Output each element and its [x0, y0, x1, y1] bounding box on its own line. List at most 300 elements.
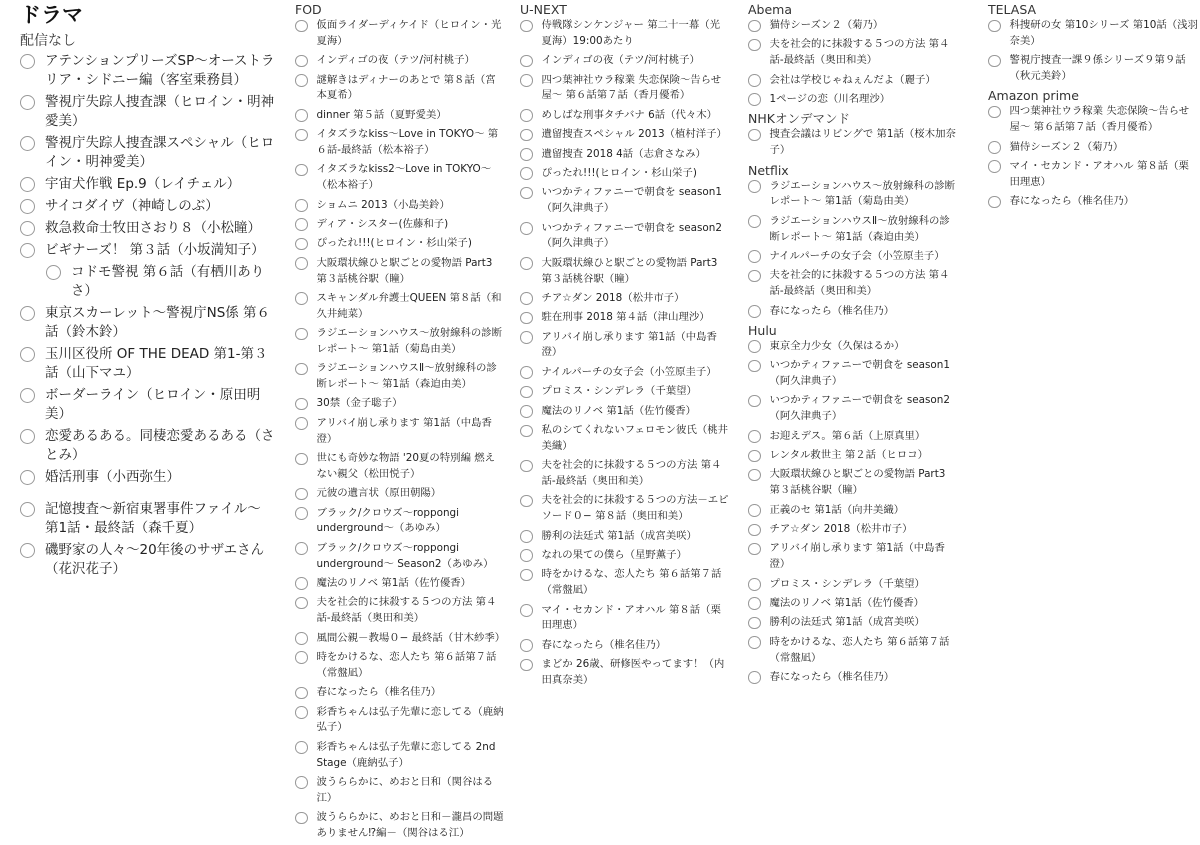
- radio-button[interactable]: [520, 530, 533, 543]
- radio-button[interactable]: [748, 469, 761, 482]
- list-item[interactable]: [520, 638, 730, 654]
- list-item[interactable]: [295, 576, 505, 592]
- radio-button[interactable]: [748, 636, 761, 649]
- radio-button[interactable]: [20, 306, 35, 321]
- item-label: 1ページの恋（川名理沙）: [769, 92, 891, 105]
- item-label: 正義のセ 第1話（向井美織）: [769, 503, 905, 516]
- item-label: チア☆ダン 2018（松井市子）: [769, 523, 913, 536]
- radio-button[interactable]: [20, 177, 35, 192]
- item-label: 世にも奇妙な物語 '20夏の特別編 燃えない親父（松田悦子）: [316, 452, 496, 480]
- item-label: ナイルパーチの女子会（小笠原圭子）: [769, 249, 945, 262]
- radio-button[interactable]: [520, 386, 533, 399]
- section-header-unext: U-NEXT: [520, 2, 567, 17]
- radio-button[interactable]: [295, 417, 308, 430]
- radio-button[interactable]: [520, 659, 533, 672]
- list-item[interactable]: [295, 361, 505, 393]
- item-label: 婚活刑事（小西弥生）: [45, 469, 180, 485]
- item-label: ビギナーズ！ 第３話（小坂満知子）: [45, 242, 265, 258]
- item-label: ボーダーライン（ヒロイン・原田明美）: [45, 387, 261, 422]
- item-label: ラジエーションハウスⅡ〜放射線科の診断レポート〜 第1話（森迫由美）: [316, 362, 497, 391]
- list-item[interactable]: [520, 548, 730, 564]
- radio-button[interactable]: [748, 250, 761, 263]
- radio-button[interactable]: [520, 55, 533, 68]
- radio-button[interactable]: [520, 569, 533, 582]
- item-label: 風間公親－教場０− 最終話（甘木紗季）: [316, 631, 506, 644]
- item-label: ブラック/クロウズ〜roppongi underground〜（あゆみ）: [316, 506, 460, 535]
- item-label: 科捜研の女 第10シリーズ 第10話（浅羽奈美）: [1009, 19, 1198, 47]
- item-label: 春になったら（椎名佳乃）: [541, 638, 667, 651]
- list-item[interactable]: [295, 162, 505, 194]
- list-item[interactable]: [20, 134, 275, 172]
- radio-button[interactable]: [20, 388, 35, 403]
- item-label: 私のシてくれないフェロモン彼氏（桃井美織）: [541, 424, 729, 452]
- radio-button[interactable]: [748, 504, 761, 517]
- section-header-telasa: TELASA: [988, 2, 1037, 17]
- radio-button[interactable]: [20, 470, 35, 485]
- list-item[interactable]: [748, 249, 958, 265]
- item-label: 駐在刑事 2018 第４話（津山理沙）: [541, 311, 710, 324]
- item-label: 救急救命士牧田さおり８（小松瞳）: [45, 220, 261, 236]
- list-item[interactable]: [520, 53, 730, 69]
- item-label: 遺留捜査スペシャル 2013（植村洋子）: [541, 128, 727, 141]
- radio-button[interactable]: [748, 180, 761, 193]
- item-label: イタズラなkiss〜Love in TOKYO〜 第６話-最終話（松本裕子）: [316, 128, 499, 156]
- page-title: ドラマ: [20, 3, 83, 27]
- radio-button[interactable]: [295, 257, 308, 270]
- list-item[interactable]: [295, 396, 505, 412]
- item-label: 夫を社会的に抹殺する５つの方法 第４話-最終話（奥田和美）: [769, 38, 950, 67]
- radio-button[interactable]: [748, 395, 761, 408]
- column-fod: [295, 0, 505, 845]
- list-item[interactable]: [520, 127, 730, 143]
- section-header-amazon-prime: Amazon prime: [988, 88, 1079, 104]
- radio-button[interactable]: [520, 109, 533, 122]
- radio-button[interactable]: [520, 167, 533, 180]
- list-item[interactable]: [748, 358, 958, 390]
- item-label: アリバイ崩し承ります 第1話（中島香澄）: [316, 416, 492, 445]
- radio-button[interactable]: [295, 363, 308, 376]
- radio-button[interactable]: [748, 20, 761, 33]
- radio-button[interactable]: [520, 257, 533, 270]
- radio-button[interactable]: [295, 328, 308, 341]
- list-item[interactable]: [20, 175, 275, 194]
- radio-button[interactable]: [295, 129, 308, 142]
- list-item[interactable]: [295, 127, 505, 159]
- radio-button[interactable]: [748, 671, 761, 684]
- radio-button[interactable]: [988, 106, 1001, 119]
- item-label: 夫を社会的に抹殺する５つの方法 第４話-最終話（奥田和美）: [541, 459, 722, 488]
- item-label: 大阪環状線ひと駅ごとの愛物語 Part3 第３話桃谷駅（瞳）: [316, 256, 493, 285]
- list-item[interactable]: [295, 416, 505, 448]
- list-item[interactable]: [295, 326, 505, 358]
- list-item[interactable]: [988, 194, 1198, 210]
- list-item[interactable]: [295, 595, 505, 627]
- list-item[interactable]: [520, 423, 730, 455]
- item-label: 彩香ちゃんは弘子先輩に恋してる（鹿納弘子）: [316, 705, 504, 734]
- radio-button[interactable]: [295, 218, 308, 231]
- section-header-nhk-: NHKオンデマンド: [748, 111, 850, 127]
- list-item[interactable]: [295, 73, 505, 105]
- list-item[interactable]: [988, 159, 1198, 191]
- list-item[interactable]: [748, 18, 958, 34]
- radio-button[interactable]: [295, 577, 308, 590]
- list-item[interactable]: [20, 304, 275, 342]
- list-item[interactable]: [520, 657, 730, 689]
- list-item[interactable]: [748, 268, 958, 300]
- list-item[interactable]: [748, 393, 958, 425]
- list-item[interactable]: [520, 185, 730, 217]
- item-label: 磯野家の人々〜20年後のサザエさん（花沢花子）: [45, 542, 265, 577]
- radio-button[interactable]: [748, 215, 761, 228]
- item-label: 魔法のリノベ 第1話（佐竹優香）: [316, 576, 472, 589]
- list-item[interactable]: [520, 256, 730, 288]
- item-label: 記憶捜査〜新宿東署事件ファイル〜 第1話・最終話（森千夏）: [45, 501, 261, 536]
- item-label: ラジエーションハウス〜放射線科の診断レポート〜 第1話（菊島由美）: [769, 179, 956, 208]
- list-item[interactable]: [295, 451, 505, 483]
- radio-button[interactable]: [295, 542, 308, 555]
- list-item[interactable]: [295, 685, 505, 701]
- list-item[interactable]: [295, 650, 505, 682]
- radio-button[interactable]: [295, 55, 308, 68]
- radio-button[interactable]: [520, 292, 533, 305]
- list-item[interactable]: [748, 73, 958, 89]
- item-label: ナイルパーチの女子会（小笠原圭子）: [541, 365, 717, 378]
- radio-button[interactable]: [748, 305, 761, 318]
- radio-button[interactable]: [748, 74, 761, 87]
- item-label: 東京スカーレット〜警視庁NS係 第６話（鈴木鈴）: [45, 305, 271, 340]
- list-item[interactable]: [20, 52, 275, 90]
- radio-button[interactable]: [520, 222, 533, 235]
- item-label: 元彼の遺言状（原田朝陽）: [316, 487, 442, 500]
- item-label: 警視庁失踪人捜査課（ヒロイン・明神愛美）: [45, 94, 275, 129]
- list-item[interactable]: [295, 631, 505, 647]
- radio-button[interactable]: [748, 450, 761, 463]
- list-item[interactable]: [748, 541, 958, 573]
- item-label: 波うららかに、めおと日和（関谷はる江）: [316, 775, 494, 804]
- radio-button[interactable]: [20, 54, 35, 69]
- list-item[interactable]: [748, 448, 958, 464]
- list-item[interactable]: [20, 93, 275, 131]
- radio-button[interactable]: [520, 604, 533, 617]
- list-item[interactable]: [295, 506, 505, 538]
- radio-button[interactable]: [295, 651, 308, 664]
- item-label: 猫侍シーズン２（菊乃）: [1009, 140, 1124, 153]
- radio-button[interactable]: [295, 398, 308, 411]
- list-item[interactable]: [988, 53, 1198, 85]
- radio-button[interactable]: [520, 187, 533, 200]
- list-item[interactable]: [520, 221, 730, 253]
- item-label: 勝利の法廷式 第1話（成宮美咲）: [769, 616, 925, 629]
- fod-list: [295, 18, 505, 842]
- radio-button[interactable]: [20, 199, 35, 214]
- list-item[interactable]: [295, 541, 505, 573]
- radio-button[interactable]: [988, 160, 1001, 173]
- item-label: アリバイ崩し承ります 第1話（中島香澄）: [769, 542, 945, 571]
- list-item[interactable]: [20, 541, 275, 579]
- radio-button[interactable]: [748, 270, 761, 283]
- radio-button[interactable]: [748, 430, 761, 443]
- radio-button[interactable]: [295, 507, 308, 520]
- radio-button[interactable]: [295, 20, 308, 33]
- radio-button[interactable]: [520, 129, 533, 142]
- radio-button[interactable]: [295, 199, 308, 212]
- item-label: まどか 26歳、研修医やってます！（内田真奈美）: [541, 658, 725, 686]
- radio-button[interactable]: [20, 429, 35, 444]
- list-item[interactable]: [20, 241, 275, 260]
- radio-button[interactable]: [748, 597, 761, 610]
- list-item[interactable]: [520, 365, 730, 381]
- item-label: ショムニ 2013（小島美鈴）: [316, 198, 450, 211]
- item-label: 謎解きはディナーのあとで 第８話（宮本夏希）: [316, 73, 496, 102]
- radio-button[interactable]: [520, 639, 533, 652]
- item-label: 捜査会議はリビングで 第1話（桜木加奈子）: [769, 128, 956, 157]
- item-label: イタズラなkiss2〜Love in TOKYO〜（松本裕子）: [316, 163, 492, 192]
- radio-button[interactable]: [748, 578, 761, 591]
- list-item[interactable]: [748, 214, 958, 246]
- radio-button[interactable]: [20, 502, 35, 517]
- radio-button[interactable]: [20, 95, 35, 110]
- radio-button[interactable]: [748, 360, 761, 373]
- column-services-b: [988, 0, 1198, 214]
- list-item[interactable]: [520, 310, 730, 326]
- list-item[interactable]: [748, 615, 958, 631]
- list-item[interactable]: [748, 635, 958, 667]
- item-label: いつかティファニーで朝食を season2（阿久津典子）: [769, 394, 950, 423]
- item-label: 夫を社会的に抹殺する５つの方法 第４話-最終話（奥田和美）: [769, 269, 950, 298]
- radio-button[interactable]: [748, 617, 761, 630]
- item-label: 夫を社会的に抹殺する５つの方法－エピソード０− 第８話（奥田和美）: [541, 494, 729, 523]
- item-label: アテンションプリーズSP〜オーストラリア・シドニー編（客室乗務員）: [45, 53, 275, 88]
- item-label: 春になったら（椎名佳乃）: [769, 304, 895, 317]
- item-label: dinner 第５話（夏野愛美）: [316, 108, 447, 121]
- radio-button[interactable]: [520, 495, 533, 508]
- list-item[interactable]: [295, 256, 505, 288]
- list-item[interactable]: [295, 740, 505, 772]
- item-label: 四つ葉神社ウラ稼業 失恋保険〜告らせ屋〜 第６話第７話（香月優希）: [541, 73, 722, 102]
- list-item[interactable]: [295, 18, 505, 50]
- radio-button[interactable]: [748, 524, 761, 537]
- list-item[interactable]: [295, 291, 505, 323]
- radio-button[interactable]: [520, 549, 533, 562]
- list-item[interactable]: [20, 500, 275, 538]
- item-label: 大阪環状線ひと駅ごとの愛物語 Part3 第３話桃谷駅（瞳）: [769, 468, 946, 497]
- radio-button[interactable]: [520, 405, 533, 418]
- radio-button[interactable]: [748, 340, 761, 353]
- radio-button[interactable]: [520, 366, 533, 379]
- list-item[interactable]: [748, 596, 958, 612]
- radio-button[interactable]: [520, 74, 533, 87]
- list-item[interactable]: [520, 18, 730, 50]
- item-label: チア☆ダン 2018（松井市子）: [541, 291, 685, 304]
- item-label: マイ・セカンド・アオハル 第８話（栗田理恵）: [1009, 159, 1189, 188]
- radio-button[interactable]: [520, 312, 533, 325]
- list-item[interactable]: [748, 503, 958, 519]
- radio-button[interactable]: [748, 39, 761, 52]
- section-header-netflix: Netflix: [748, 162, 789, 178]
- list-item[interactable]: [295, 486, 505, 502]
- item-label: 春になったら（椎名佳乃）: [769, 670, 895, 683]
- item-label: 時をかけるな、恋人たち 第６話第７話（常盤凪）: [316, 650, 497, 679]
- unext-list: [520, 18, 730, 689]
- list-item[interactable]: [20, 468, 275, 487]
- radio-button[interactable]: [520, 20, 533, 33]
- item-label: レンタル救世主 第２話（ヒロコ）: [769, 449, 928, 462]
- list-item[interactable]: [748, 127, 958, 159]
- column-services-a: [748, 0, 958, 689]
- list-item[interactable]: [988, 104, 1198, 136]
- list-item[interactable]: [520, 458, 730, 490]
- item-label: 魔法のリノベ 第1話（佐竹優香）: [541, 404, 697, 417]
- item-label: めしばな刑事タチバナ 6話（代々木）: [541, 108, 718, 121]
- list-item[interactable]: [20, 345, 275, 383]
- radio-button[interactable]: [295, 706, 308, 719]
- list-item[interactable]: [20, 427, 275, 465]
- list-item[interactable]: [748, 429, 958, 445]
- item-label: いつかティファニーで朝食を season1（阿久津典子）: [541, 186, 722, 215]
- radio-button[interactable]: [520, 460, 533, 473]
- item-label: 恋愛あるある。同棲恋愛あるある（さとみ）: [45, 428, 275, 463]
- list-item[interactable]: [748, 670, 958, 686]
- list-item[interactable]: [295, 53, 505, 69]
- column-no-streaming: [20, 0, 275, 582]
- radio-button[interactable]: [295, 453, 308, 466]
- item-label: なれの果ての僕ら（星野薫子）: [541, 548, 687, 561]
- list-item[interactable]: [988, 18, 1198, 50]
- section-header-hulu: Hulu: [748, 322, 777, 338]
- item-label: プロミス・シンデレラ（千葉望）: [541, 385, 697, 398]
- radio-button[interactable]: [748, 93, 761, 106]
- radio-button[interactable]: [988, 141, 1001, 154]
- list-item[interactable]: [520, 493, 730, 525]
- item-label: 玉川区役所 OF THE DEAD 第1-第３話（山下マユ）: [45, 346, 268, 381]
- item-label: 夫を社会的に抹殺する５つの方法 第４話-最終話（奥田和美）: [316, 596, 497, 625]
- list-item[interactable]: [748, 522, 958, 538]
- item-label: お迎えデス。第６話（上原真里）: [769, 429, 926, 442]
- item-label: いつかティファニーで朝食を season2（阿久津典子）: [541, 221, 722, 250]
- section-header-abema: Abema: [748, 2, 793, 17]
- list-item[interactable]: [295, 810, 505, 842]
- list-item[interactable]: [988, 140, 1198, 156]
- list-item[interactable]: [748, 304, 958, 320]
- radio-button[interactable]: [520, 425, 533, 438]
- radio-button[interactable]: [46, 265, 61, 280]
- list-item[interactable]: [520, 384, 730, 400]
- list-item[interactable]: [520, 147, 730, 163]
- radio-button[interactable]: [20, 221, 35, 236]
- radio-button[interactable]: [748, 129, 761, 142]
- item-label: コドモ警視 第６話（有栖川ありさ）: [71, 264, 265, 299]
- item-label: 宇宙犬作戦 Ep.9（レイチェル）: [45, 176, 241, 192]
- item-label: 警視庁失踪人捜査課スペシャル（ヒロイン・明神愛美）: [45, 135, 275, 170]
- item-label: いつかティファニーで朝食を season1（阿久津典子）: [769, 359, 950, 388]
- radio-button[interactable]: [520, 148, 533, 161]
- item-label: 遺留捜査 2018 4話（志倉さなみ）: [541, 147, 706, 160]
- item-label: マイ・セカンド・アオハル 第８話（栗田理恵）: [541, 603, 721, 632]
- list-item[interactable]: [20, 219, 275, 238]
- item-label: 魔法のリノベ 第1話（佐竹優香）: [769, 596, 925, 609]
- radio-button[interactable]: [295, 109, 308, 122]
- item-label: 30禁（金子聡子）: [316, 397, 403, 410]
- list-item[interactable]: [520, 603, 730, 635]
- section-header-fod: FOD: [295, 2, 322, 17]
- item-label: 会社は学校じゃねぇんだよ（麗子）: [769, 73, 936, 86]
- item-label: 大阪環状線ひと駅ごとの愛物語 Part3 第３話桃谷駅（瞳）: [541, 256, 718, 285]
- list-item[interactable]: [20, 197, 275, 216]
- list-item[interactable]: [520, 73, 730, 105]
- list-item[interactable]: [748, 179, 958, 211]
- list-item[interactable]: [748, 37, 958, 69]
- list-item[interactable]: [748, 467, 958, 499]
- radio-button[interactable]: [988, 196, 1001, 209]
- radio-button[interactable]: [20, 347, 35, 362]
- radio-button[interactable]: [20, 243, 35, 258]
- item-label: 東京全力少女（久保はるか）: [769, 339, 905, 352]
- list-item[interactable]: [20, 386, 275, 424]
- list-item[interactable]: [295, 236, 505, 252]
- radio-button[interactable]: [295, 632, 308, 645]
- list-item[interactable]: [520, 291, 730, 307]
- radio-button[interactable]: [20, 136, 35, 151]
- item-label: ラジエーションハウスⅡ〜放射線科の診断レポート〜 第1話（森迫由美）: [769, 214, 950, 243]
- item-label: ぴったれ!!!(ヒロイン・杉山栄子): [541, 166, 697, 179]
- radio-button[interactable]: [20, 543, 35, 558]
- radio-button[interactable]: [748, 543, 761, 556]
- list-item[interactable]: [520, 108, 730, 124]
- item-label: 四つ葉神社ウラ稼業 失恋保険〜告らせ屋〜 第６話第７話（香月優希）: [1009, 105, 1190, 134]
- radio-button[interactable]: [295, 74, 308, 87]
- item-label: 時をかけるな、恋人たち 第６話第７話（常盤凪）: [769, 635, 950, 664]
- item-label: 仮面ライダーディケイド（ヒロイン・光夏海）: [316, 19, 502, 47]
- radio-button[interactable]: [295, 812, 308, 825]
- radio-button[interactable]: [295, 488, 308, 501]
- item-label: ぴったれ!!!(ヒロイン・杉山栄子): [316, 237, 472, 250]
- list-item[interactable]: [520, 166, 730, 182]
- list-item-sub[interactable]: [46, 263, 275, 301]
- item-label: ブラック/クロウズ〜roppongi underground〜 Season2（あゆみ）: [316, 541, 494, 570]
- list-item[interactable]: [748, 339, 958, 355]
- radio-button[interactable]: [295, 741, 308, 754]
- item-label: 春になったら（椎名佳乃）: [316, 686, 442, 699]
- radio-button[interactable]: [520, 331, 533, 344]
- item-label: インディゴの夜（テツ/河村桃子）: [541, 54, 700, 67]
- radio-button[interactable]: [295, 776, 308, 789]
- item-label: アリバイ崩し承ります 第1話（中島香澄）: [541, 330, 717, 359]
- list-item[interactable]: [520, 529, 730, 545]
- radio-button[interactable]: [295, 597, 308, 610]
- item-label: 波うららかに、めおと日和－瀧昌の問題ありません⁉編－（関谷はる江）: [316, 811, 504, 839]
- list-item[interactable]: [520, 330, 730, 362]
- radio-button[interactable]: [295, 164, 308, 177]
- list-item[interactable]: [520, 404, 730, 420]
- item-label: スキャンダル弁護士QUEEN 第８話（和久井純菜）: [316, 291, 502, 320]
- list-item[interactable]: [295, 108, 505, 124]
- radio-button[interactable]: [295, 687, 308, 700]
- list-item[interactable]: [748, 92, 958, 108]
- radio-button[interactable]: [295, 292, 308, 305]
- list-item[interactable]: [295, 705, 505, 737]
- list-item[interactable]: [295, 198, 505, 214]
- item-label: 警視庁捜査一課９係シリーズ９第９話（秋元美鈴）: [1009, 54, 1186, 82]
- item-label: 春になったら（椎名佳乃）: [1009, 195, 1135, 208]
- radio-button[interactable]: [988, 20, 1001, 33]
- list-item[interactable]: [295, 217, 505, 233]
- radio-button[interactable]: [295, 238, 308, 251]
- list-item[interactable]: [295, 775, 505, 807]
- list-item[interactable]: [748, 577, 958, 593]
- column-unext: [520, 0, 730, 692]
- list-item[interactable]: [520, 567, 730, 599]
- radio-button[interactable]: [988, 55, 1001, 68]
